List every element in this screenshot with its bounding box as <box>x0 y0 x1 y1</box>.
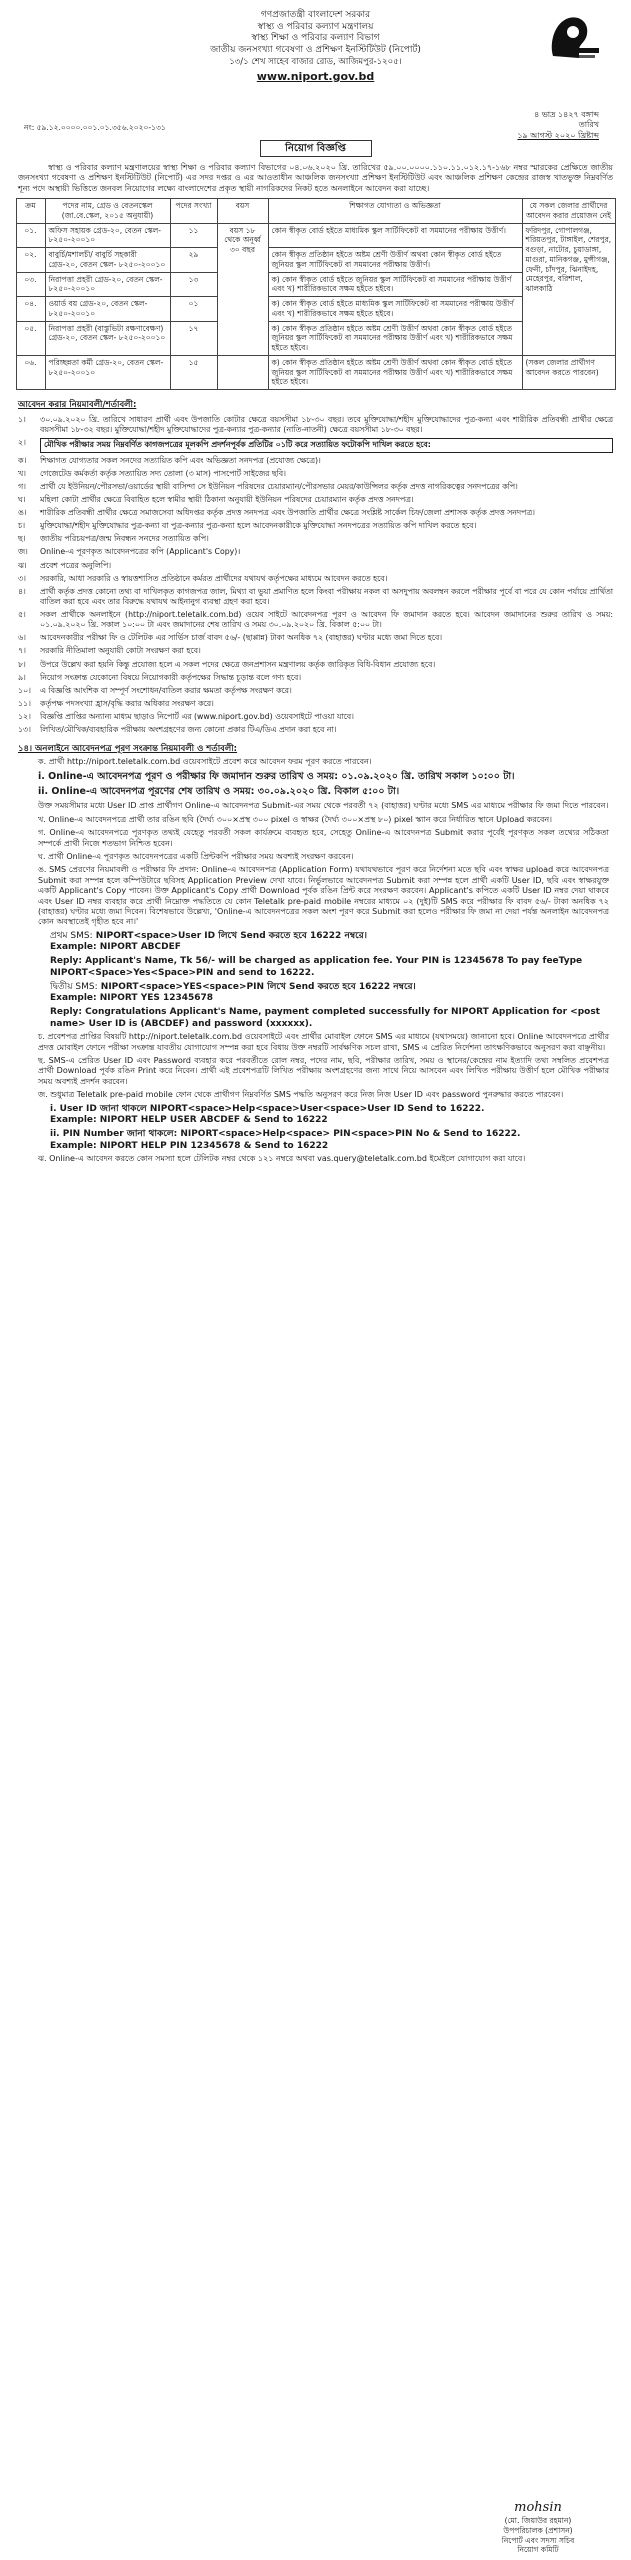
apply-cha: চ. প্রবেশপত্র প্রাপ্তির বিষয়টি http://niport.teletalk.com.bd ওয়েবসাইটে এবং প্রার্থীর মোবাইল ফোনে SMS এর মাধ্যমে (যথাসময়ে) জানানো হবে। Online আবেদনপত্রে প্রার্থীর প্রদত্ত মোবাইল ফোনে পরীক্ষা সংক্রান্ত যাবতীয় যোগাযোগ সম্পন্ন করা হবে বিধায় উক্ত নম্বরটি সার্বক্ষণিক সচল রাখা, SMS এ প্রেরিত নির্দেশনা তাৎক্ষণিকভাবে অনুসরণ করা বাঞ্ছনীয়। <box>38 1032 609 1052</box>
apply-instructions <box>10 757 621 1164</box>
apply-gha: ঘ. প্রার্থী Online-এ পূরণকৃত আবেদনপত্রের একটি প্রিন্টকপি পরীক্ষার সময় অবশ্যই সংরক্ষণ করবেন। <box>38 852 354 862</box>
term-item <box>18 646 613 656</box>
term-number: ১০। <box>18 685 31 695</box>
term-number: ঝ। <box>18 560 27 570</box>
term-text: গেজেটেড কর্মকর্তা কর্তৃক সত্যায়িত সদ্য তোলা (৩ মাস) পাসপোর্ট সাইজের ছবি। <box>40 468 286 478</box>
term-item <box>18 521 613 531</box>
term-item <box>18 673 613 683</box>
signatory-name: (মো. জিয়াউর রহমান) <box>504 2516 572 2525</box>
term-number: ১১। <box>18 698 31 708</box>
posts-table <box>16 198 616 390</box>
row-serial: ০৫. <box>16 321 45 355</box>
term-text: প্রার্থী কর্তৃক প্রদত্ত কোনো তথ্য বা দাখিলকৃত কাগজপত্র জাল, মিথ্যা বা ভুয়া প্রমাণিত হলে কিংবা পরীক্ষায় নকল বা অসদুপায় অবলম্বন করলে পরীক্ষার পূর্বে বা পরে যে কোন পর্যায়ে প্রার্থিতা বাতিল করা হবে এবং তার বিরুদ্ধে যথাযথ আইনানুগ ব্যবস্থা গ্রহণ করা হবে। <box>40 586 613 606</box>
term-text: সরকারি নীতিমালা অনুযায়ী কোটা সংরক্ষণ করা হবে। <box>40 646 201 656</box>
term-number: ৯। <box>18 672 26 682</box>
mujib-logo-icon <box>543 12 603 64</box>
recover-pin-example: Example: NIPORT HELP PIN 12345678 & Send to 16222 <box>50 1140 329 1151</box>
row-post: নিরাপত্তা প্রহরী (বাস্তুভিটা রক্ষণাবেক্ষণ) গ্রেড-২০, বেতন স্কেল- ৮২৫০-২০০১০ <box>45 321 170 355</box>
term-number: ১। <box>18 415 26 425</box>
apply-chha: ছ. SMS-এ প্রেরিত User ID এবং Password ব্যবহার করে পরবর্তীতে রোল নম্বর, পদের নাম, ছবি, পরীক্ষার তারিখ, সময় ও স্থানের/কেন্দ্রের নাম ইত্যাদি তথ্য সম্বলিত প্রবেশপত্র প্রার্থী Download পূর্বক রঙিন Print করে নিবেন। প্রার্থী এই প্রবেশপত্রটি লিখিত পরীক্ষায় অংশগ্রহণের জন্য সাথে নিয়ে আসবেন এবং লিখিত পরীক্ষায় উত্তীর্ণ হলে মৌখিক পরীক্ষার সময় অবশ্যই প্রদর্শন করবেন। <box>38 1056 609 1086</box>
term-number: ৪। <box>18 586 26 596</box>
signatory-title: উপপরিচালক (প্রশাসন) <box>503 2525 573 2535</box>
row-serial: ০৪. <box>16 297 45 322</box>
term-number: ছ। <box>18 534 26 544</box>
sms2-example: Example: NIPORT YES 12345678 <box>50 993 214 1004</box>
row-count: ১৭ <box>170 321 217 355</box>
term-item <box>18 574 613 584</box>
term-text: লিখিত/মৌখিক/ব্যবহারিক পরীক্ষায় অংশগ্রহণের জন্য কোনো প্রকার টিএ/ডিএ প্রদান করা হবে না। <box>40 725 337 735</box>
term-item <box>18 534 613 544</box>
apply-ka-note: উক্ত সময়সীমার মধ্যে User ID প্রাপ্ত প্রার্থীগণ Online-এ আবেদনপত্র Submit-এর সময় থেকে পরবর্তী ৭২ (বাহাত্তর) ঘণ্টার মধ্যে SMS এর মাধ্যমে পরীক্ষার ফি জমা দিতে পারবেন। <box>38 801 609 811</box>
apply-ka: ক. প্রার্থী http://niport.teletalk.com.bd ওয়েবসাইটে প্রবেশ করে আবেদন ফরম পূরণ করতে পারবেন। <box>38 757 372 767</box>
date-english: ১৯ আগস্ট ২০২০ খ্রিষ্টাব্দ <box>517 130 599 140</box>
term-item <box>18 699 613 709</box>
term-item <box>18 469 613 479</box>
table-row <box>16 355 615 389</box>
recover-pin-text: ii. PIN Number জানা থাকলে: NIPORT<space>Help<space> PIN<space>PIN No & Send to 16222. <box>50 1128 521 1139</box>
row-count: ০১ <box>170 297 217 322</box>
col-qualification: শিক্ষাগত যোগ্যতা ও অভিজ্ঞতা <box>268 199 522 224</box>
sms-reply-second: Reply: Congratulations Applicant's Name, payment completed successfully for NIPORT Application for <post name> User ID is (ABCDEF) and password (xxxxxx). <box>50 1006 600 1029</box>
term-item <box>18 712 613 722</box>
term-item <box>18 495 613 505</box>
row-qualification: কোন স্বীকৃত প্রতিষ্ঠান হইতে অষ্টম শ্রেণী উত্তীর্ণ অথবা কোন স্বীকৃত বোর্ড হইতে জুনিয়র স্কুল সার্টিফিকেট বা সমমানের পরীক্ষায় উত্তীর্ণ। <box>268 248 522 273</box>
apply-ka-i: i. Online-এ আবেদনপত্র পূরণ ও পরীক্ষার ফি জমাদান শুরুর তারিখ ও সময়: ০১.০৯.২০২০ খ্রি. তারিখ সকাল ১০:০০ টা। <box>38 770 515 782</box>
sms-reply-first: Reply: Applicant's Name, Tk 56/- will be charged as application fee. Your PIN is 12345678 To pay feeType NIPORT<Space>Yes<Space>PIN and send to 16222. <box>50 956 583 978</box>
term-item <box>18 686 613 696</box>
recover-user-id-text: i. User ID জানা থাকলে NIPORT<space>Help<space>User<space>User ID Send to 16222. <box>50 1103 485 1114</box>
col-post: পদের নাম, গ্রেড ও বেতনস্কেল (জা.বে.স্কেল, ২০১৫ অনুযায়ী) <box>45 199 170 224</box>
term-item <box>18 438 613 452</box>
term-text: এ বিজ্ঞপ্তি আংশিক বা সম্পূর্ণ সংশোধন/বাতিল করার ক্ষমতা কর্তৃপক্ষ সংরক্ষণ করে। <box>40 685 292 695</box>
term-number: খ। <box>18 468 26 478</box>
term-text: মৌখিক পরীক্ষার সময় নিম্নবর্ণিত কাগজপত্রের মূলকপি প্রদর্শনপূর্বক প্রতিটির ০১টি করে সত্যায়িত ফটোকপি দাখিল করতে হবে: <box>40 438 613 452</box>
recover-pin <box>50 1129 609 1152</box>
term-item <box>18 415 613 435</box>
term-number: ১২। <box>18 712 31 722</box>
term-item <box>18 482 613 492</box>
date-bangla: ৪ ভাদ্র ১৪২৭ বঙ্গাব্দ <box>534 110 599 119</box>
apply-instructions-title: ১৪। অনলাইনে আবেদনপত্র পূরণ সংক্রান্ত নিয়মাবলী ও শর্তাবলী: <box>18 744 238 755</box>
term-text: সরকারি, আধা সরকারি ও স্বায়ত্তশাসিত প্রতিষ্ঠানে কর্মরত প্রার্থীদের যথাযথ কর্তৃপক্ষের মাধ্যমে আবেদন করতে হবে। <box>40 573 388 583</box>
row-age <box>217 355 268 389</box>
row-post: নিরাপত্তা প্রহরী গ্রেড-২০, বেতন স্কেল- ৮২৫০-২০০১০ <box>45 272 170 297</box>
term-text: ৩০.০৯.২০২০ খ্রি. তারিখে সাধারণ প্রার্থী এবং উপজাতি কোটার ক্ষেত্রে বয়সসীমা ১৮-৩০ বছর। তবে মুক্তিযোদ্ধা/শহীদ মুক্তিযোদ্ধাদের পুত্র-কন্যা এবং শারীরিক প্রতিবন্ধী প্রার্থীর ক্ষেত্রে বয়সসীমা ১৮-৩২ বছর। মুক্তিযোদ্ধা/শহীদ মুক্তিযোদ্ধাদের পুত্র-কন্যার পুত্র-কন্যার (নাতি-নাতনী) ক্ষেত্রে বয়সসীমা ১৮-৩০ বছর। <box>40 415 613 435</box>
term-text: নিয়োগ সংক্রান্ত যেকোনো বিষয়ে নিয়োগকারী কর্তৃপক্ষের সিদ্ধান্ত চূড়ান্ত বলে গণ্য হবে। <box>40 672 301 682</box>
term-item <box>18 587 613 607</box>
apply-umo: ঙ. SMS প্রেরণের নিয়মাবলী ও পরীক্ষার ফি প্রদান: Online-এ আবেদনপত্র (Application Form) যথাযথভাবে পূরণ করে নির্দেশনা মতে ছবি এবং স্বাক্ষর upload করে আবেদনপত্র Submit করা সম্পন্ন হলে কম্পিউটারে ছবিসহ Application Preview দেখা যাবে। নির্ভুলভাবে আবেদনপত্র Submit করা সম্পন্ন হলে প্রার্থী একটি User ID, ছবি এবং স্বাক্ষরযুক্ত একটি Applicant's Copy পাবেন। উক্ত Applicant's Copy প্রার্থী Download পূর্বক রঙিন প্রিন্ট করে সংরক্ষণ করবেন। Applicant's কপিতে একটি User ID নম্বর দেয়া থাকবে এবং User ID নম্বর ব্যবহার করে প্রার্থী নিম্নোক্ত পদ্ধতিতে যে কোন Teletalk pre-paid mobile নম্বরের মাধ্যমে ০২ (দুই)টি SMS করে পরীক্ষার ফি বাবদ ৫৬/- টাকা অনধিক ৭২ (বাহাত্তর) ঘণ্টার মধ্যে জমা দিবেন। বিশেষভাবে উল্লেখ্য, 'Online-এ আবেদনপত্রের সকল অংশ পূরণ করে Submit করা হলেও পরীক্ষার ফি জমা না দেয়া পর্যন্ত অনলাইন আবেদনপত্র কোন অবস্থাতেই গৃহীত হবে না।' <box>38 865 609 927</box>
row-post: বাবুর্চি/মশালচী/ বাবুর্চি সহকারী গ্রেড-২০, বেতন স্কেল- ৮২৫০-২০০১০ <box>45 248 170 273</box>
term-text: Online-এ পূরণকৃত আবেদনপত্রের কপি (Applicant's Copy)। <box>40 547 241 557</box>
row-qualification: ক) কোন স্বীকৃত প্রতিষ্ঠান হইতে অষ্টম শ্রেণী উত্তীর্ণ অথবা কোন স্বীকৃত বোর্ড হইতে জুনিয়র স্কুল সার্টিফিকেট বা সমমানের পরীক্ষায় উত্তীর্ণ এবং খ) শারীরিকভাবে সক্ষম হইতে হইবে। <box>268 321 522 355</box>
sms1-label: প্রথম SMS: <box>50 930 93 941</box>
apply-jha: ঝ. Online-এ আবেদন করতে কোন সমস্যা হলে টেলিটক নম্বর থেকে ১২১ নম্বরে অথবা vas.query@teletalk.com.bd ইমেইলে যোগাযোগ করা যাবে। <box>38 1154 526 1164</box>
issue-date <box>517 110 599 141</box>
term-number: ২। <box>18 438 26 448</box>
age-note: বয়স ১৮ থেকে <box>224 225 256 245</box>
row-count: ২৯ <box>170 248 217 273</box>
term-number: গ। <box>18 481 26 491</box>
apply-ja: জ. শুধুমাত্র Teletalk pre-paid mobile ফোন থেকে প্রার্থীগণ নিম্নবর্ণিত SMS পদ্ধতি অনুসরণ করে নিজ নিজ User ID এবং password পুনরুদ্ধার করতে পারবেন। <box>38 1090 564 1100</box>
term-text: জাতীয় পরিচয়পত্র/জন্ম নিবন্ধন সনদের সত্যায়িত কপি। <box>40 534 209 544</box>
term-item <box>18 610 613 630</box>
term-text: বিজ্ঞপ্তি প্রাপ্তির অন্যান্য মাধ্যম ছাড়াও নিপোর্ট এর (www.niport.gov.bd) ওয়েবসাইটে পাওয়া যাবে। <box>40 712 354 722</box>
term-text: শারীরিক প্রতিবন্ধী প্রার্থীর ক্ষেত্রে সমাজসেবা অধিদপ্তর কর্তৃক প্রদত্ত সনদপত্র এবং উপজাতি প্রার্থীর ক্ষেত্রে সংশ্লিষ্ট সার্কেল চিফ/জেলা প্রশাসক কর্তৃক প্রদত্ত সনদপত্র। <box>40 508 535 518</box>
term-number: ৫। <box>18 610 26 620</box>
recover-user-id-example: Example: NIPORT HELP USER ABCDEF & Send to 16222 <box>50 1115 328 1126</box>
term-item <box>18 547 613 557</box>
row-post: অফিস সহায়ক গ্রেড-২০, বেতন স্কেল- ৮২৫০-২০০১০ <box>45 223 170 248</box>
signature-mark: mohsin <box>514 2500 562 2515</box>
row-qualification: ক) কোন স্বীকৃত বোর্ড হইতে জুনিয়র স্কুল সার্টিফিকেট বা সমমানের পরীক্ষায় উত্তীর্ণ এবং খ) শারীরিকভাবে সক্ষম হইতে হইবে। <box>268 272 522 297</box>
term-number: ৬। <box>18 633 26 643</box>
letterhead <box>10 10 621 110</box>
row-count: ১৫ <box>170 355 217 389</box>
ministry-name: স্বাস্থ্য ও পরিবার কল্যাণ মন্ত্রণালয় <box>257 21 374 32</box>
row-districts-note: (সকল জেলার প্রার্থীগণ আবেদন করতে পারবেন) <box>522 355 615 389</box>
term-item <box>18 633 613 643</box>
division-name: স্বাস্থ্য শিক্ষা ও পরিবার কল্যাণ বিভাগ <box>251 33 380 44</box>
term-number: ক। <box>18 455 27 465</box>
col-excluded-districts: যে সকল জেলার প্রার্থীদের আবেদন করার প্রয়োজন নেই <box>522 199 615 224</box>
term-item <box>18 508 613 518</box>
term-number: ১৩। <box>18 725 31 735</box>
row-qualification: কোন স্বীকৃত বোর্ড হইতে মাধ্যমিক স্কুল সার্টিফিকেট বা সমমানের পরীক্ষায় উত্তীর্ণ। <box>268 223 522 248</box>
institute-website[interactable]: www.niport.gov.bd <box>256 69 375 83</box>
institute-name: জাতীয় জনসংখ্যা গবেষণা ও প্রশিক্ষণ ইনস্টিটিউট (নিপোর্ট) <box>210 45 421 56</box>
intro-paragraph: স্বাস্থ্য ও পরিবার কল্যাণ মন্ত্রণালয়ের স্বাস্থ্য শিক্ষা ও পরিবার কল্যাণ বিভাগের ০৪.০৬.২০২০ খ্রি. তারিখের ৫৯.০০.০০০০.১১০.১১.০১২.১৭-১৬৮ নম্বর স্মারকের প্রেক্ষিতে জাতীয় জনসংখ্যা গবেষণা ও প্রশিক্ষণ ইনস্টিটিউট (নিপোর্ট) এর সদর দপ্তর ও এর আওতাধীন আঞ্চলিক জনসংখ্যা প্রশিক্ষণ ইনস্টিটিউট এবং আঞ্চলিক প্রশিক্ষণ কেন্দ্রের রাজস্ব খাতভুক্ত নিম্নবর্ণিত শূন্য পদে অস্থায়ী ভিত্তিতে জনবল নিয়োগের লক্ষ্যে বাংলাদেশের প্রকৃত স্থায়ী নাগরিকদের নিকট হতে অনলাইনে আবেদন করা যাচ্ছে। <box>18 163 613 193</box>
term-text: মুক্তিযোদ্ধা/শহীদ মুক্তিযোদ্ধার পুত্র-কন্যা বা পুত্র-কন্যার পুত্র-কন্যা হলে আবেদনকারীকে মুক্তিযোদ্ধা সনদপত্রের সত্যায়িত কপি দাখিল করতে হবে। <box>40 521 477 531</box>
term-text: আবেদনকারীর পরীক্ষা ফি ও টেলিটক এর সার্ভিস চার্জ বাবদ ৫৬/- (ছাপ্পান্ন) টাকা অনধিক ৭২ (বাহাত্তর) ঘণ্টার মধ্যে জমা দিতে হবে। <box>40 633 442 643</box>
term-text: উপরে উল্লেখ করা হয়নি কিন্তু প্রযোজ্য হলে এ সকল পদের ক্ষেত্রে জনপ্রশাসন মন্ত্রণালয় কর্তৃক জারিকৃত বিধি-বিধান প্রযোজ্য হবে। <box>40 659 436 669</box>
sms2-text: NIPORT<space>YES<space>PIN লিখে Send করতে হবে 16222 নম্বরে। <box>100 981 416 992</box>
term-number: জ। <box>18 547 28 557</box>
memo-date-row <box>10 110 621 140</box>
table-header-row <box>16 199 615 224</box>
apply-ga: গ. Online-এ আবেদনপত্রে পূরণকৃত তথ্যই যেহেতু পরবর্তী সকল কার্যক্রমে ব্যবহৃত হবে, সেহেতু Online-এ আবেদনপত্র Submit করার পূর্বেই পূরণকৃত সকল তথ্যের সঠিকতা সম্পর্কে প্রার্থী নিজে শতভাগ নিশ্চিত হবেন। <box>38 828 609 848</box>
term-number: চ। <box>18 521 25 531</box>
signatory-org: নিপোর্ট এবং সদস্য সচিব <box>501 2535 575 2545</box>
age-limit: অনূর্ধ্ব ৩০ বছর <box>230 235 261 255</box>
row-age <box>217 223 268 355</box>
sms1-text: NIPORT<space>User ID লিখে Send করতে হবে 16222 নম্বরে। <box>95 930 367 941</box>
signature-block <box>473 2500 603 2555</box>
term-number: ৩। <box>18 573 26 583</box>
term-text: সকল প্রার্থীকে অনলাইনে (http://niport.teletalk.com.bd) ওয়েব সাইটে আবেদনপত্র পূরণ ও আবেদন ফি জমাদান করতে হবে। আবেদন জমাদানের শুরুর তারিখ ও সময়: ০১.০৯.২০২০ খ্রি. সকাল ১০:০০ টা এবং জমাদানের শেষ তারিখ ও সময় ৩০.০৯.২০২০ খ্রি. বিকাল ৫:০০ টা। <box>40 610 613 630</box>
table-row <box>16 223 615 248</box>
signatory-committee: নিয়োগ কমিটি <box>517 2545 559 2555</box>
sms2-label: দ্বিতীয় SMS: <box>50 981 98 992</box>
term-text: মহিলা কোটা প্রার্থীর ক্ষেত্রে বিবাহিত হলে স্বামীর স্থায়ী ঠিকানা অনুযায়ী ইউনিয়ন পরিষদের চেয়ারম্যান কর্তৃক প্রদত্ত সনদপত্র। <box>40 494 414 504</box>
term-item <box>18 725 613 735</box>
memo-number: নং: ৫৯.১২.০০০০.০০১.০১.৩৫৬.২০২০-১৩১ <box>24 123 166 132</box>
sms-first <box>50 931 609 954</box>
col-serial: ক্রম <box>16 199 45 224</box>
term-number: ৭। <box>18 646 26 656</box>
row-serial: ০২. <box>16 248 45 273</box>
terms-list <box>18 415 613 738</box>
term-number: ৮। <box>18 659 26 669</box>
row-post: পরিচ্ছন্নতা কর্মী গ্রেড-২০, বেতন স্কেল- ৮২৫০-২০০১০ <box>45 355 170 389</box>
row-count: ১১ <box>170 223 217 248</box>
term-item <box>18 561 613 571</box>
notice-title: নিয়োগ বিজ্ঞপ্তি <box>260 140 372 157</box>
row-count: ১৩ <box>170 272 217 297</box>
recover-user-id <box>50 1104 609 1127</box>
excluded-districts: ফরিদপুর, গোপালগঞ্জ, শরিয়তপুর, টাঙ্গাইল, শেরপুর, বগুড়া, নাটোর, চুয়াডাঙ্গা, মাগুরা, মানিকগঞ্জ, মুন্সীগঞ্জ, ফেনী, চাঁদপুর, ঝিনাইদহ, মেহেরপুর, বরিশাল, ঝালকাঠি <box>522 223 615 355</box>
apply-kha: খ. Online-এ আবেদনপত্রে প্রার্থী তার রঙিন ছবি (দৈর্ঘ্য ৩০০×প্রস্থ ৩০০ pixel ও স্বাক্ষর (দৈর্ঘ্য ৩০০×প্রস্থ ৮০) pixel স্ক্যান করে নির্ধারিত স্থানে Upload করবেন। <box>38 814 553 824</box>
terms-title: আবেদন করার নিয়মাবলী/শর্তাবলী: <box>18 400 137 411</box>
row-serial: ০৩. <box>16 272 45 297</box>
col-age: বয়স <box>217 199 268 224</box>
term-text: শিক্ষাগত যোগ্যতার সকল সনদের সত্যায়িত কপি এবং অভিজ্ঞতা সনদপত্র (প্রযোজ্য ক্ষেত্রে)। <box>40 455 321 465</box>
date-label: তারিখ <box>578 120 599 130</box>
term-number: ঙ। <box>18 508 27 518</box>
term-item <box>18 660 613 670</box>
term-item <box>18 456 613 466</box>
gov-name: গণপ্রজাতন্ত্রী বাংলাদেশ সরকার <box>260 10 371 20</box>
row-post: ওয়ার্ড বয় গ্রেড-২০, বেতন স্কেল- ৮২৫০-২০০১০ <box>45 297 170 322</box>
sms1-example: Example: NIPORT ABCDEF <box>50 942 181 953</box>
row-serial: ০৬. <box>16 355 45 389</box>
term-number: ঘ। <box>18 494 26 504</box>
row-serial: ০১. <box>16 223 45 248</box>
row-qualification: ক) কোন স্বীকৃত প্রতিষ্ঠান হইতে অষ্টম শ্রেণী উত্তীর্ণ অথবা কোন স্বীকৃত বোর্ড হইতে জুনিয়র স্কুল সার্টিফিকেট বা সমমানের পরীক্ষায় উত্তীর্ণ এবং খ) শারীরিকভাবে সক্ষম হইতে হইবে। <box>268 355 522 389</box>
term-text: প্রবেশ পত্রের অনুলিপি। <box>40 560 112 570</box>
apply-ka-ii: ii. Online-এ আবেদনপত্র পূরণের শেষ তারিখ ও সময়: ৩০.০৯.২০২০ খ্রি. বিকাল ৫:০০ টা। <box>38 786 400 798</box>
row-qualification: ক) কোন স্বীকৃত বোর্ড হইতে মাধ্যমিক স্কুল সার্টিফিকেট বা সমমানের পরীক্ষায় উত্তীর্ণ এবং খ) শারীরিকভাবে সক্ষম হইতে হইবে। <box>268 297 522 322</box>
term-text: প্রার্থী যে ইউনিয়ন/পৌরসভা/ওয়ার্ডের স্থায়ী বাসিন্দা সে ইউনিয়ন পরিষদের চেয়ারম্যান/পৌরসভার মেয়র/কাউন্সিলর কর্তৃক প্রদত্ত নাগরিকত্বের সনদপত্রের কপি। <box>40 481 518 491</box>
col-count: পদের সংখ্যা <box>170 199 217 224</box>
sms-second <box>50 982 609 1005</box>
institute-address: ১৩/১ শেখ সাহেব বাজার রোড, আজিমপুর-১২০৫। <box>229 56 402 67</box>
term-text: কর্তৃপক্ষ পদসংখ্যা হ্রাস/বৃদ্ধি করার অধিকার সংরক্ষণ করে। <box>40 698 214 708</box>
